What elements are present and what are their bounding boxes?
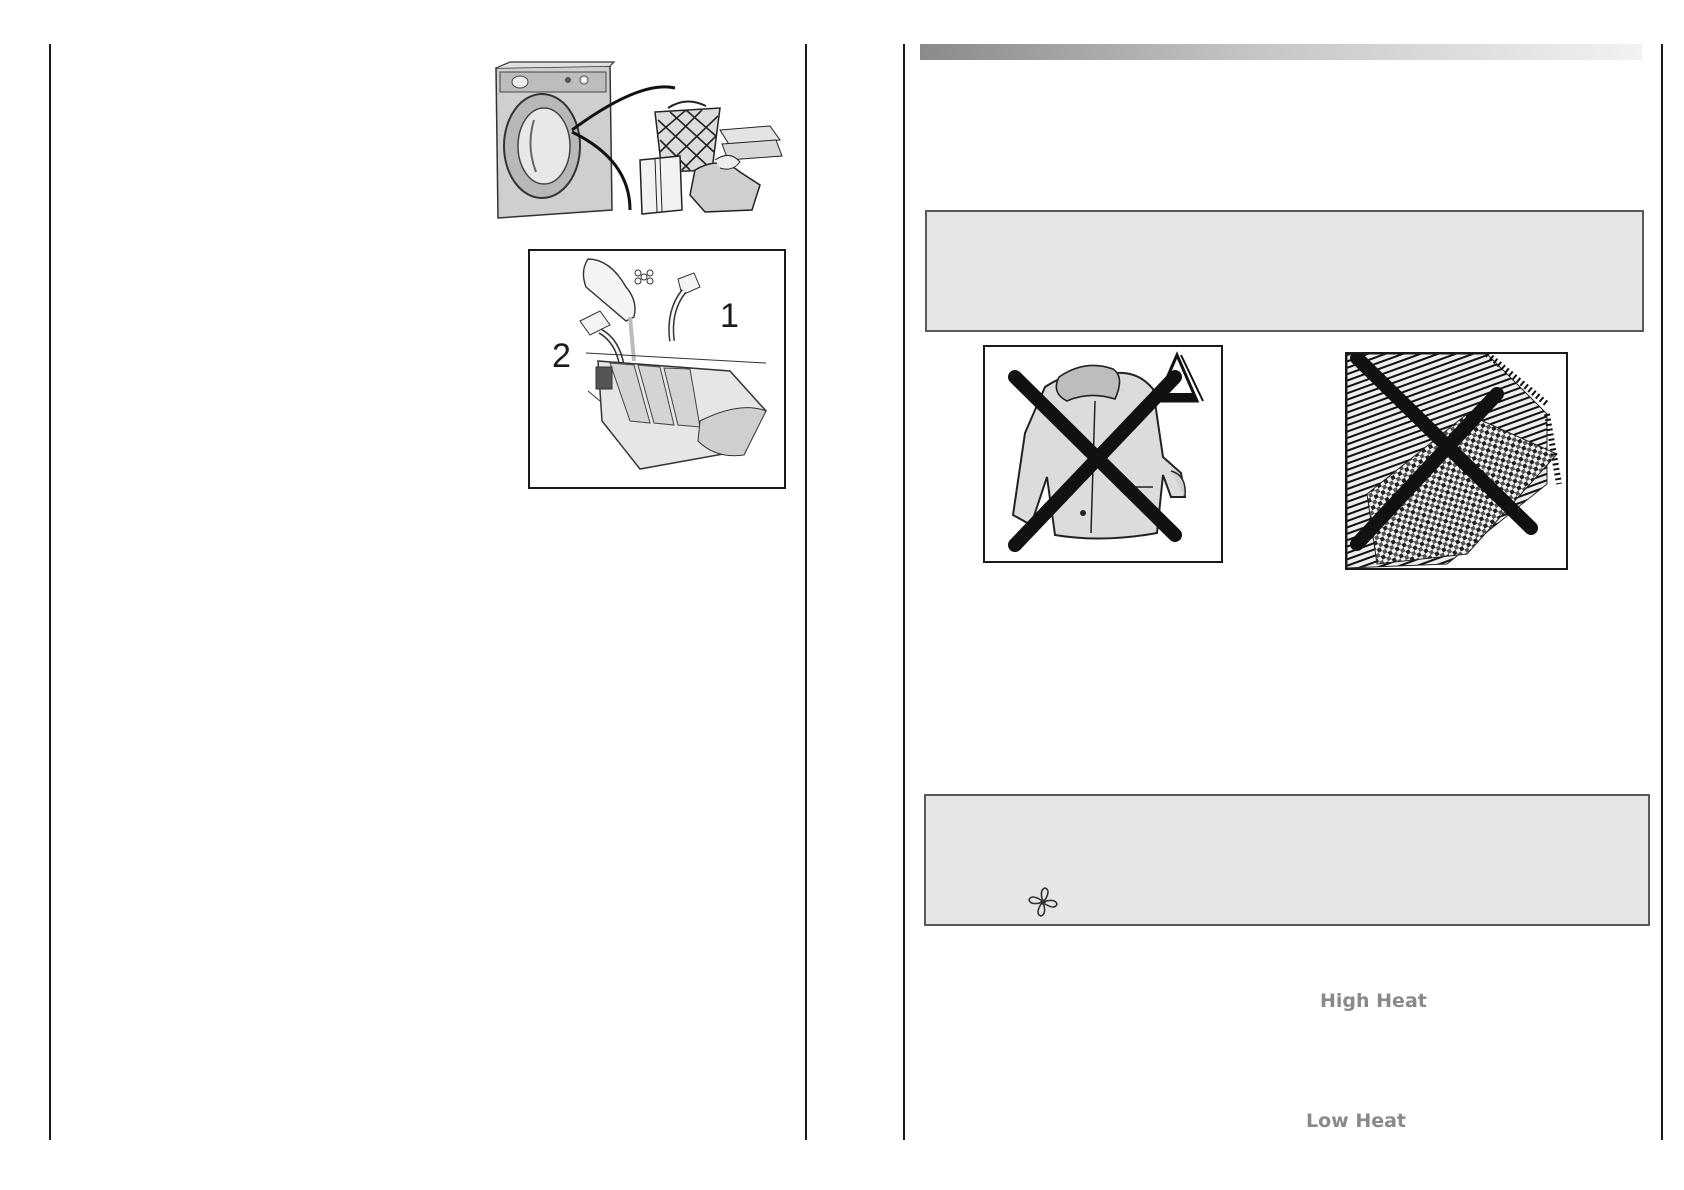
washer-loading-illustration: [490, 60, 790, 225]
no-rug-figure: [1345, 352, 1568, 570]
fan-icon: [1025, 884, 1061, 920]
triangle-icon: [1147, 351, 1207, 411]
low-heat-label: Low Heat: [1306, 1110, 1407, 1132]
figure-label-1: 1: [720, 297, 739, 335]
detergent-drawer-figure: [528, 249, 786, 489]
no-leather-jacket-figure: [983, 345, 1223, 563]
figure-label-2: 2: [552, 337, 571, 375]
left-page-margin-rule: [49, 44, 51, 1140]
right-page-right-rule: [1661, 44, 1663, 1140]
right-page-left-rule: [903, 44, 905, 1140]
left-page-right-rule: [805, 44, 807, 1140]
high-heat-label: High Heat: [1320, 990, 1427, 1012]
note-box-top: [925, 210, 1644, 332]
section-header-bar: [920, 44, 1642, 60]
note-box-bottom: [924, 794, 1650, 926]
